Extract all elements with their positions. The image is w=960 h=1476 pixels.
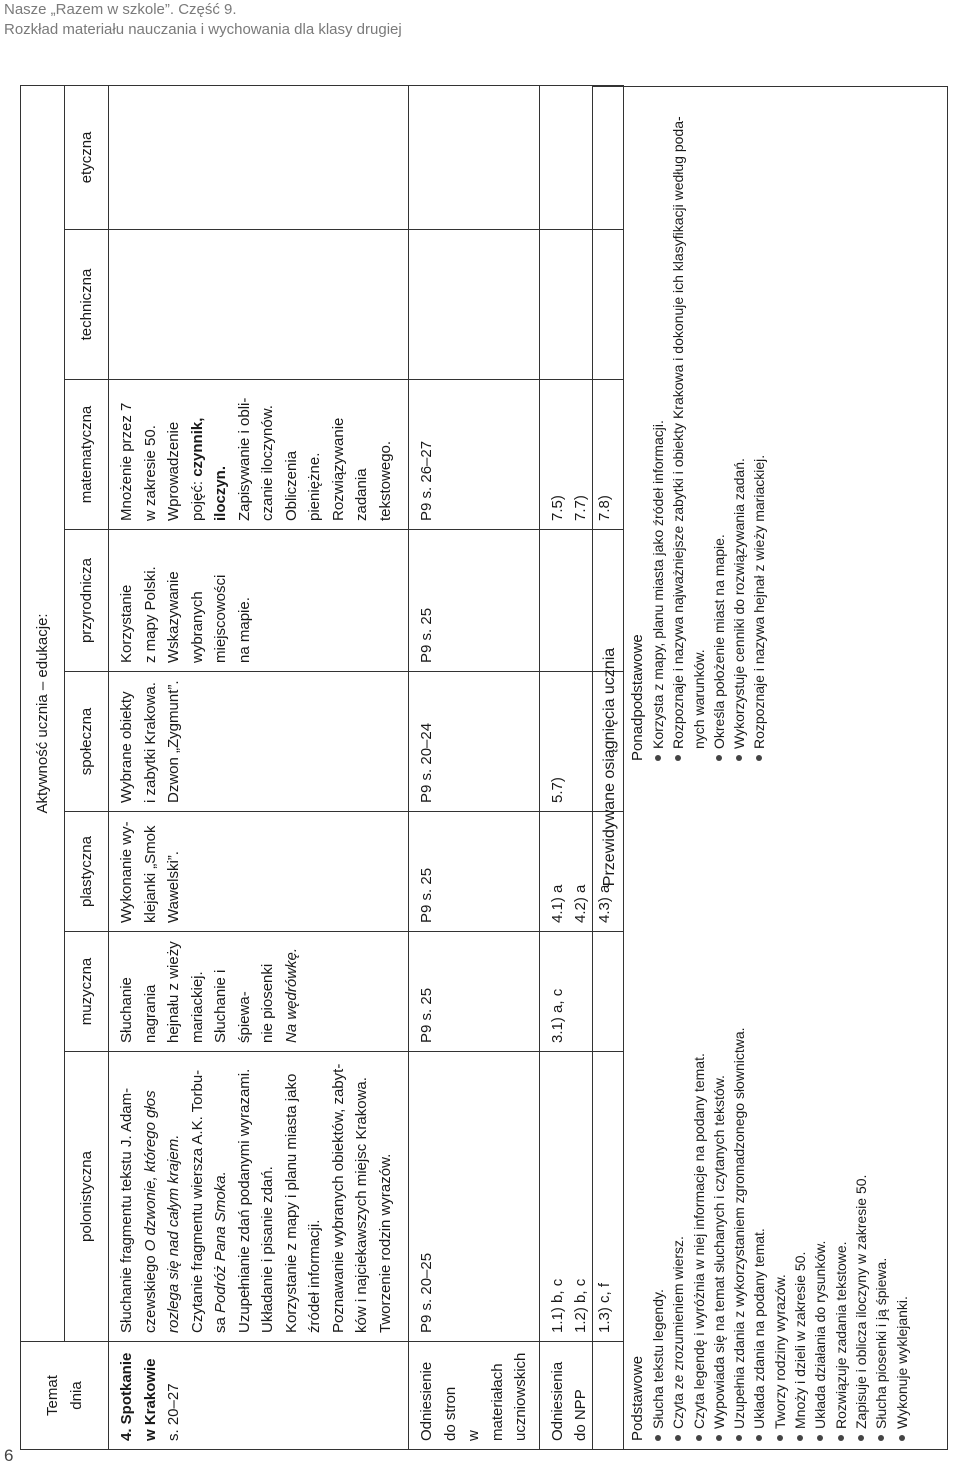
list-item-text: Określa położenie miast na mapie. xyxy=(710,534,727,749)
text-line: Tworzenie rodzin wyrazów. xyxy=(376,1153,394,1333)
list-item xyxy=(729,91,749,761)
advanced-achievements-column xyxy=(627,91,770,761)
cell-polonistyczna xyxy=(109,1052,409,1342)
col-header-przyrodnicza: przyrodnicza xyxy=(65,530,109,672)
list-item-text: Wykonuje wyklejanki. xyxy=(893,1296,910,1429)
bullet-icon xyxy=(817,1435,823,1441)
materials-muzyczna: P9 s. 25 xyxy=(409,932,540,1052)
topic-header-dnia: dnia xyxy=(67,1381,85,1410)
list-item-text: Słucha piosenki i ją śpiewa. xyxy=(873,1257,890,1429)
cell-spoleczna xyxy=(109,672,409,812)
text-line: iloczyn. xyxy=(212,465,229,521)
text-line: Słuchanie nagrania xyxy=(118,977,159,1043)
col-header-matematyczna: matematyczna xyxy=(65,380,109,530)
text-line: w zakresie 50. xyxy=(141,425,159,521)
text-line: czanie iloczynów. xyxy=(259,405,276,521)
list-item xyxy=(790,791,810,1441)
list-item xyxy=(709,91,729,761)
basic-achievements-list xyxy=(648,791,912,1441)
list-item xyxy=(831,791,851,1441)
bullet-icon xyxy=(675,755,681,761)
text-span: czewskiego xyxy=(141,1251,159,1333)
list-item-text: Układa działania do rysunków. xyxy=(812,1240,829,1429)
text-line: Wybrane obiekty xyxy=(118,691,135,803)
bullet-icon xyxy=(716,755,722,761)
list-item xyxy=(871,791,891,1441)
text-line: z mapy Polski. xyxy=(141,566,159,663)
text-line: Słuchanie fragmentu tekstu J. Adam- xyxy=(118,1087,135,1333)
list-item-text: Układa zdania na podany temat. xyxy=(751,1228,768,1429)
list-item-continuation xyxy=(689,91,709,761)
text-span: pojęć: xyxy=(188,476,206,521)
text-line: rozlega się nad całym krajem. xyxy=(165,1134,182,1333)
text-line: 3.1) a, c xyxy=(548,988,566,1043)
text-line: Rozwiązywanie xyxy=(329,417,347,521)
text-line: nie piosenki xyxy=(259,963,276,1043)
text-line: Wprowadzenie xyxy=(165,421,182,521)
text-line: 1.1) b, c xyxy=(548,1278,566,1333)
text-line xyxy=(186,388,210,521)
materials-label-cell xyxy=(409,1342,540,1450)
bullet-icon xyxy=(756,1435,762,1441)
advanced-achievements-list xyxy=(648,91,770,761)
text-line: Odniesienia xyxy=(548,1361,566,1441)
text-line: Zapisywanie i obli- xyxy=(235,397,253,521)
header-subtitle: Rozkład materiału nauczania i wychowania dla klasy drugiej xyxy=(4,21,402,38)
text-line: źródeł informacji. xyxy=(306,1219,323,1333)
text-span-italic: O dzwonie, którego głos xyxy=(141,1090,159,1252)
text-line: klejanki „Smok xyxy=(141,825,159,923)
topic-cell xyxy=(109,1342,409,1450)
cell-przyrodnicza xyxy=(109,530,409,672)
text-line: 5.7) xyxy=(548,777,566,803)
bullet-icon xyxy=(777,1435,783,1441)
basic-achievements-column xyxy=(627,791,912,1441)
text-line: Korzystanie z mapy i planu miasta jako xyxy=(282,1073,300,1333)
list-item xyxy=(668,791,688,1441)
text-line: 7.5) xyxy=(548,495,566,521)
text-line: uczniowskich xyxy=(512,1352,529,1441)
topic-title-line2: w Krakowie xyxy=(141,1358,159,1441)
col-header-plastyczna: plastyczna xyxy=(65,812,109,932)
list-item-text: Wypowiada się na temat słuchanych i czytanych tekstów. xyxy=(710,1075,727,1429)
text-line: wybranych xyxy=(188,591,206,663)
bullet-icon xyxy=(797,1435,803,1441)
col-header-muzyczna: muzyczna xyxy=(65,932,109,1052)
bullet-icon xyxy=(675,1435,681,1441)
text-line: 4.1) a xyxy=(548,884,566,923)
cell-plastyczna xyxy=(109,812,409,932)
text-line: Czytanie fragmentu wiersza A.K. Torbu- xyxy=(188,1069,206,1333)
text-line: i zabytki Krakowa. xyxy=(141,682,159,803)
materials-przyrodnicza: P9 s. 25 xyxy=(409,530,540,672)
materials-matematyczna: P9 s. 26–27 xyxy=(409,380,540,530)
text-line: Wawelski”. xyxy=(165,851,182,923)
list-item xyxy=(749,91,769,761)
bullet-icon xyxy=(736,755,742,761)
advanced-achievements-title: Ponadpodstawowe xyxy=(629,634,646,761)
materials-polonistyczna: P9 s. 20–25 xyxy=(409,1052,540,1342)
text-line: Obliczenia xyxy=(282,450,300,521)
text-line: Korzystanie xyxy=(118,584,135,663)
cell-techniczna xyxy=(109,230,409,380)
list-item xyxy=(648,91,668,761)
list-item-text: Wykorzystuje cenniki do rozwiązywania zadań. xyxy=(731,458,748,749)
list-item-text: Zapisuje i oblicza iloczyny w zakresie 50. xyxy=(852,1174,869,1429)
bullet-icon xyxy=(756,755,762,761)
text-line: Dzwon „Zygmunt”. xyxy=(165,680,182,803)
col-header-techniczna: techniczna xyxy=(65,230,109,380)
text-line: 4.2) a xyxy=(572,884,589,923)
list-item xyxy=(689,791,709,1441)
list-item xyxy=(892,791,912,1441)
text-line: Układanie i pisanie zdań. xyxy=(259,1166,276,1333)
list-item-text: Rozwiązuje zadania tekstowe. xyxy=(832,1241,849,1429)
bullet-icon xyxy=(878,1435,884,1441)
text-line: Wykonanie wy- xyxy=(118,821,135,923)
achievements-section xyxy=(592,86,948,1450)
text-line: miejscowości xyxy=(212,574,229,663)
list-item-text: Czyta ze zrozumieniem wiersz. xyxy=(670,1236,687,1429)
text-line: Uzupełnianie zdań podanymi wyrazami. xyxy=(235,1068,253,1333)
list-item-text: Rozpoznaje i nazywa hejnał z wieży mariackiej. xyxy=(751,454,768,749)
text-line: do NPP xyxy=(572,1389,589,1441)
materials-plastyczna: P9 s. 25 xyxy=(409,812,540,932)
document-header xyxy=(4,0,704,40)
list-item-text: Tworzy rodziny wyrazów. xyxy=(771,1274,788,1429)
text-line: hejnału z wieży xyxy=(165,941,182,1043)
text-span-bold: czynnik, xyxy=(188,417,206,477)
text-line: Odniesienie xyxy=(418,1361,435,1441)
text-span-italic: Podróż Pana Smoka. xyxy=(212,1171,229,1313)
list-item-text: nych warunków. xyxy=(690,649,707,749)
text-line: 1.3) c, f xyxy=(595,1282,613,1333)
list-item xyxy=(648,791,668,1441)
col-header-spoleczna: społeczna xyxy=(65,672,109,812)
text-line: na mapie. xyxy=(235,597,253,663)
text-line xyxy=(139,1060,163,1333)
text-line: ków i najciekawszych miejsc Krakowa. xyxy=(353,1077,370,1333)
list-item-text: Rozpoznaje i nazywa najważniejsze zabytki i obiekty Krakowa i dokonuje ich klasyfikacji według poda- xyxy=(670,116,687,749)
bullet-icon xyxy=(655,755,661,761)
cell-matematyczna xyxy=(109,380,409,530)
text-line: Mnożenie przez 7 xyxy=(118,402,135,521)
list-item xyxy=(749,791,769,1441)
topic-header-temat: Temat xyxy=(44,1375,61,1416)
cell-etyczna xyxy=(109,85,409,229)
list-item xyxy=(709,791,729,1441)
text-line: 7.7) xyxy=(572,495,589,521)
list-item-text: Korzysta z mapy, planu miasta jako źródeł informacji. xyxy=(650,420,666,749)
lesson-plan-table xyxy=(20,85,624,1450)
text-line: 1.2) b, c xyxy=(572,1278,589,1333)
text-span: sa xyxy=(212,1312,229,1333)
bullet-icon xyxy=(838,1435,844,1441)
text-line: w materiałach xyxy=(465,1363,506,1441)
activity-header: Aktywność ucznia – edukacje: xyxy=(21,85,65,1341)
text-line: 7.8) xyxy=(595,495,613,521)
text-line: pieniężne. xyxy=(306,452,323,521)
page-number: 6 xyxy=(4,1446,14,1465)
col-header-polonistyczna: polonistyczna xyxy=(65,1052,109,1342)
materials-techniczna xyxy=(409,230,540,380)
list-item xyxy=(810,791,830,1441)
topic-title-line1: 4. Spotkanie xyxy=(118,1352,135,1441)
list-item xyxy=(668,91,688,761)
text-line: Wskazywanie xyxy=(165,571,182,663)
text-line: Poznawanie wybranych obiektów, zabyt- xyxy=(329,1063,347,1333)
list-item xyxy=(729,791,749,1441)
bullet-icon xyxy=(696,1435,702,1441)
text-line: do stron xyxy=(441,1386,459,1441)
list-item-text: Uzupełnia zdania z wykorzystaniem zgromadzonego słownictwa. xyxy=(731,1027,748,1429)
bullet-icon xyxy=(899,1435,905,1441)
bullet-icon xyxy=(716,1435,722,1441)
list-item xyxy=(770,791,790,1441)
materials-etyczna xyxy=(409,85,540,229)
topic-pages: s. 20–27 xyxy=(165,1383,182,1441)
text-line xyxy=(209,1060,233,1333)
bullet-icon xyxy=(655,1435,661,1441)
basic-achievements-title: Podstawowe xyxy=(629,1355,646,1441)
col-header-etyczna: etyczna xyxy=(65,85,109,229)
header-title: Nasze „Razem w szkole”. Część 9. xyxy=(4,1,237,18)
achievements-title: Przewidywane osiągnięcia ucznia xyxy=(601,647,618,887)
text-line: mariackiej. xyxy=(188,971,206,1043)
text-line: zadania tekstowego. xyxy=(353,440,394,521)
rotated-page-content xyxy=(20,86,948,1450)
list-item-text: Czyta legendę i wyróżnia w niej informacje na podany temat. xyxy=(690,1053,707,1429)
bullet-icon xyxy=(858,1435,864,1441)
topic-header xyxy=(21,1342,109,1450)
cell-muzyczna xyxy=(109,932,409,1052)
text-line: 4.3) a xyxy=(595,884,613,923)
text-line: Na wędrówkę. xyxy=(282,947,300,1043)
bullet-icon xyxy=(736,1435,742,1441)
list-item-text: Mnoży i dzieli w zakresie 50. xyxy=(792,1251,809,1429)
materials-spoleczna: P9 s. 20–24 xyxy=(409,672,540,812)
list-item-text: Słucha tekstu legendy. xyxy=(650,1289,666,1429)
text-line: Słuchanie i śpiewa- xyxy=(212,969,253,1043)
list-item xyxy=(851,791,871,1441)
